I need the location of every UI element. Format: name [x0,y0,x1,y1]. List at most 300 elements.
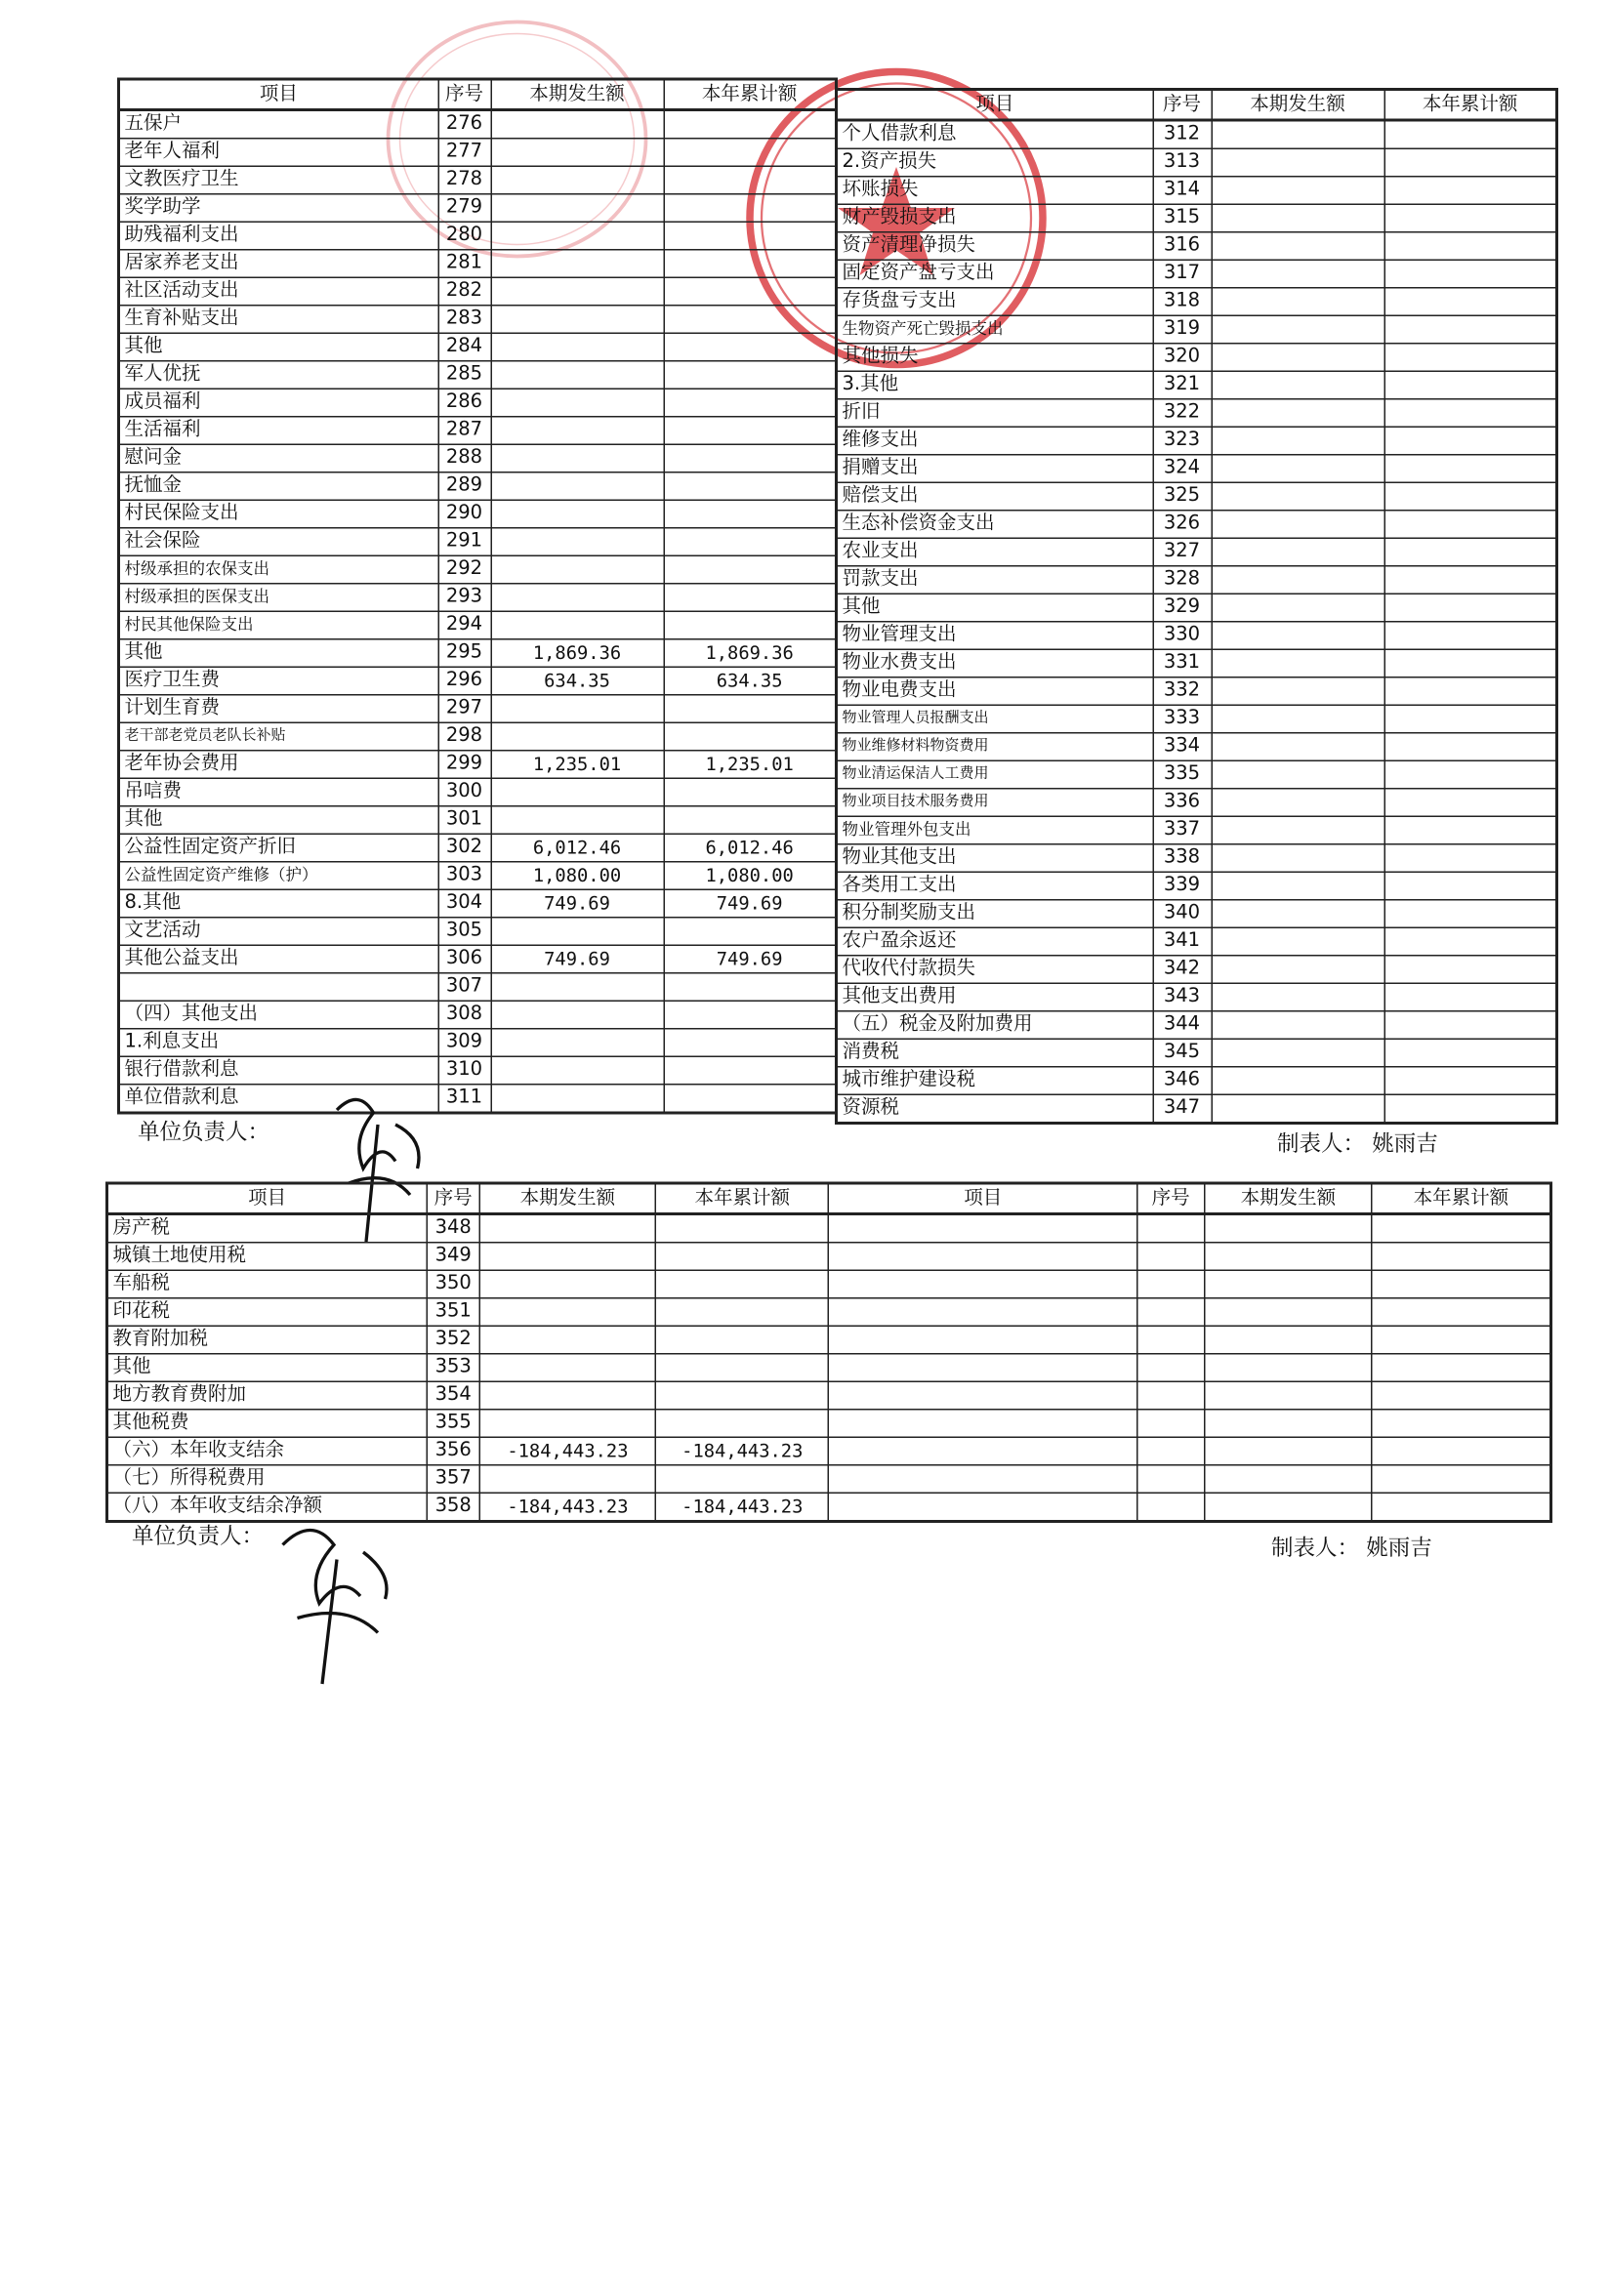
row-item: 其他支出费用 [837,983,1153,1011]
table-row [837,844,1557,873]
row-current-right [1205,1410,1372,1438]
table-row [837,872,1557,900]
row-ytd-amount [664,973,837,1002]
row-item: 车船税 [107,1270,428,1298]
row-current-amount [479,1354,655,1382]
table-row [837,1011,1557,1040]
row-ytd-right [1372,1381,1550,1410]
row-ytd-amount: -184,443.23 [656,1437,829,1465]
unit-head-label-2: 单位负责人： [132,1523,265,1549]
row-current-amount [479,1298,655,1327]
row-current-amount [491,1056,664,1085]
row-current-amount [1212,204,1384,232]
row-seq: 330 [1153,622,1212,650]
row-current-amount [1212,594,1384,622]
table-row [119,584,837,612]
preparer-label: 制表人： [1271,1535,1360,1561]
row-item: 地方教育费附加 [107,1381,428,1410]
row-item: 2.资产损失 [837,148,1153,177]
row-item: 其他 [119,806,438,835]
row-current-right [1205,1270,1372,1298]
row-seq: 316 [1153,232,1212,261]
row-item: 五保户 [119,110,438,139]
row-ytd-amount [1384,538,1557,566]
table-row [119,778,837,806]
row-ytd-amount [664,166,837,194]
row-item-right [829,1326,1137,1354]
row-item: 文教医疗卫生 [119,166,438,194]
table-row [837,427,1557,455]
row-ytd-amount [664,611,837,639]
table-row [837,927,1557,956]
row-ytd-amount [1384,649,1557,677]
row-current-amount [1212,260,1384,288]
row-item: 捐赠支出 [837,455,1153,483]
row-ytd-amount [1384,872,1557,900]
row-current-amount [1212,1039,1384,1067]
table-row [837,399,1557,428]
row-seq: 342 [1153,956,1212,984]
row-ytd-amount [1384,900,1557,928]
row-ytd-amount: 6,012.46 [664,834,837,862]
row-ytd-amount [664,1029,837,1057]
row-item: 村级承担的农保支出 [119,555,438,584]
row-seq: 290 [438,500,491,528]
row-seq: 351 [427,1298,479,1327]
row-current-amount [1212,927,1384,956]
row-ytd-amount [664,194,837,223]
row-item: 物业电费支出 [837,677,1153,706]
row-seq-right [1137,1214,1205,1243]
row-item: 积分制奖励支出 [837,900,1153,928]
row-item: （八）本年收支结余净额 [107,1493,428,1521]
row-current-amount [491,973,664,1002]
row-seq: 318 [1153,288,1212,316]
row-seq: 338 [1153,844,1212,873]
row-seq: 336 [1153,789,1212,817]
row-ytd-amount: -184,443.23 [656,1493,829,1521]
row-seq: 277 [438,139,491,167]
ledger-table-bottom [105,1182,1552,1524]
row-ytd-amount [664,139,837,167]
row-current-amount [491,333,664,361]
preparer-signature-1 [1277,1128,1438,1159]
row-current-amount [479,1326,655,1354]
row-current-amount [491,528,664,556]
row-seq: 335 [1153,760,1212,789]
row-seq: 292 [438,555,491,584]
row-ytd-amount [664,110,837,139]
row-seq: 346 [1153,1067,1212,1095]
header-item: 项目 [119,79,438,110]
row-item: 物业管理人员报酬支出 [837,705,1153,733]
row-seq: 286 [438,389,491,417]
row-seq: 340 [1153,900,1212,928]
row-seq: 305 [438,918,491,946]
row-ytd-amount [656,1326,829,1354]
table-row [119,1085,837,1113]
row-seq: 294 [438,611,491,639]
row-current-amount: -184,443.23 [479,1493,655,1521]
header-seq: 序号 [438,79,491,110]
row-seq-right [1137,1298,1205,1327]
row-item: 居家养老支出 [119,250,438,278]
row-item-right [829,1381,1137,1410]
row-current-amount [1212,649,1384,677]
row-current-amount [1212,177,1384,205]
row-seq: 329 [1153,594,1212,622]
table-row [837,288,1557,316]
row-ytd-right [1372,1410,1550,1438]
table-row [837,594,1557,622]
row-seq: 354 [427,1381,479,1410]
row-item: 维修支出 [837,427,1153,455]
table-row [119,834,837,862]
row-seq: 302 [438,834,491,862]
row-current-amount [491,417,664,445]
row-ytd-amount [1384,177,1557,205]
row-current-amount [1212,677,1384,706]
row-current-amount [1212,733,1384,761]
table-row [119,110,837,139]
row-current-amount [479,1465,655,1494]
table-row [107,1298,1551,1327]
row-seq: 287 [438,417,491,445]
row-current-amount [1212,148,1384,177]
row-current-amount: 634.35 [491,667,664,695]
row-item: 代收代付款损失 [837,956,1153,984]
row-seq-right [1137,1243,1205,1271]
row-seq: 301 [438,806,491,835]
row-ytd-amount [1384,705,1557,733]
row-current-amount [479,1381,655,1410]
header-item-right: 项目 [829,1183,1137,1214]
row-item: 公益性固定资产维修（护） [119,862,438,890]
row-seq: 343 [1153,983,1212,1011]
row-current-amount [1212,482,1384,511]
row-ytd-amount [656,1381,829,1410]
row-item-right [829,1410,1137,1438]
row-item: 老年协会费用 [119,751,438,779]
row-ytd-amount [656,1465,829,1494]
row-current-amount [1212,622,1384,650]
table-row [119,166,837,194]
row-ytd-amount [664,277,837,306]
row-seq: 297 [438,695,491,723]
row-seq: 304 [438,889,491,918]
row-current-amount [491,778,664,806]
table-row [837,177,1557,205]
row-item: 生物资产死亡毁损支出 [837,315,1153,344]
row-ytd-amount [664,250,837,278]
row-ytd-amount [664,722,837,751]
table-row [119,222,837,250]
row-seq: 293 [438,584,491,612]
row-seq: 345 [1153,1039,1212,1067]
row-seq-right [1137,1381,1205,1410]
row-seq: 296 [438,667,491,695]
row-item-right [829,1354,1137,1382]
row-current-right [1205,1381,1372,1410]
row-item: 资源税 [837,1094,1153,1123]
row-current-amount [1212,844,1384,873]
row-current-amount [491,1085,664,1113]
table-row [119,639,837,668]
row-current-amount [1212,816,1384,844]
table-row [837,566,1557,594]
row-current-amount [491,472,664,501]
row-seq: 334 [1153,733,1212,761]
row-ytd-right [1372,1243,1550,1271]
row-item: 村级承担的医保支出 [119,584,438,612]
table-row [107,1354,1551,1382]
row-ytd-amount [656,1243,829,1271]
header-ytd: 本年累计额 [664,79,837,110]
row-seq: 331 [1153,649,1212,677]
table-row [837,371,1557,399]
row-seq: 309 [438,1029,491,1057]
row-ytd-amount [664,222,837,250]
header-current-right: 本期发生额 [1205,1183,1372,1214]
row-current-amount [1212,455,1384,483]
table-row [119,555,837,584]
row-ytd-amount [1384,789,1557,817]
row-seq: 337 [1153,816,1212,844]
row-item: 折旧 [837,399,1153,428]
row-ytd-right [1372,1298,1550,1327]
row-seq: 319 [1153,315,1212,344]
row-seq: 310 [438,1056,491,1085]
row-ytd-amount: 1,235.01 [664,751,837,779]
row-item: 物业维修材料物资费用 [837,733,1153,761]
row-item: 其他损失 [837,344,1153,372]
row-ytd-amount [1384,983,1557,1011]
row-ytd-amount [1384,371,1557,399]
row-seq: 356 [427,1437,479,1465]
header-current: 本期发生额 [1212,90,1384,121]
table-row [119,695,837,723]
table-row [837,622,1557,650]
row-seq: 298 [438,722,491,751]
row-current-right [1205,1354,1372,1382]
row-ytd-amount [1384,232,1557,261]
row-ytd-amount [1384,816,1557,844]
row-seq: 291 [438,528,491,556]
row-current-amount [491,806,664,835]
row-ytd-amount [1384,594,1557,622]
row-current-amount [491,500,664,528]
row-current-amount [1212,983,1384,1011]
row-current-amount [1212,1067,1384,1095]
row-ytd-amount [1384,399,1557,428]
row-ytd-amount [664,918,837,946]
unit-head-label: 单位负责人： [138,1119,270,1145]
row-item: 老干部老党员老队长补贴 [119,722,438,751]
row-seq-right [1137,1270,1205,1298]
table-row [119,500,837,528]
row-seq: 313 [1153,148,1212,177]
row-ytd-amount [1384,956,1557,984]
handwritten-signature-2 [261,1508,407,1699]
row-current-amount [1212,760,1384,789]
row-ytd-amount [1384,260,1557,288]
row-current-amount [1212,120,1384,148]
row-item: 其他 [837,594,1153,622]
row-seq: 317 [1153,260,1212,288]
row-item: 生态补偿资金支出 [837,511,1153,539]
row-seq: 280 [438,222,491,250]
table-row [119,945,837,973]
row-item: 吊唁费 [119,778,438,806]
row-ytd-amount [1384,1011,1557,1040]
row-item: 财产毁损支出 [837,204,1153,232]
row-item: 抚恤金 [119,472,438,501]
row-ytd-amount [664,1085,837,1113]
table-row [837,705,1557,733]
row-seq: 350 [427,1270,479,1298]
row-current-amount [479,1243,655,1271]
row-current-right [1205,1298,1372,1327]
row-ytd-amount [1384,927,1557,956]
table-row [119,889,837,918]
row-ytd-amount [1384,455,1557,483]
row-ytd-right [1372,1214,1550,1243]
row-current-amount [491,695,664,723]
row-seq: 328 [1153,566,1212,594]
row-current-amount [1212,399,1384,428]
row-ytd-amount [664,695,837,723]
table-row [837,816,1557,844]
row-item: 物业清运保洁人工费用 [837,760,1153,789]
row-ytd-amount [1384,733,1557,761]
table-row [119,472,837,501]
row-ytd-amount [1384,148,1557,177]
table-row [119,806,837,835]
row-ytd-amount [664,500,837,528]
row-current-amount [491,918,664,946]
row-item: 其他 [107,1354,428,1382]
row-current-amount [1212,872,1384,900]
header-seq-right: 序号 [1137,1183,1205,1214]
row-current-amount [1212,566,1384,594]
row-current-amount [491,139,664,167]
row-item [119,973,438,1002]
row-ytd-amount [1384,288,1557,316]
preparer-label: 制表人： [1277,1130,1366,1157]
row-item: 军人优抚 [119,361,438,390]
row-item: 1.利息支出 [119,1029,438,1057]
row-current-right [1205,1214,1372,1243]
row-ytd-right [1372,1465,1550,1494]
table-row [837,120,1557,148]
row-current-amount [479,1214,655,1243]
table-row [119,751,837,779]
header-ytd-right: 本年累计额 [1372,1183,1550,1214]
row-ytd-amount [1384,760,1557,789]
row-item: 坏账损失 [837,177,1153,205]
row-item: 存货盘亏支出 [837,288,1153,316]
row-item: 农户盈余返还 [837,927,1153,956]
row-seq: 357 [427,1465,479,1494]
row-ytd-amount: 749.69 [664,889,837,918]
row-seq-right [1137,1493,1205,1521]
row-current-amount [479,1270,655,1298]
row-ytd-right [1372,1270,1550,1298]
row-current-amount [1212,371,1384,399]
row-current-amount [1212,344,1384,372]
row-current-amount [491,722,664,751]
table-row [837,315,1557,344]
row-item: 物业管理支出 [837,622,1153,650]
row-seq: 295 [438,639,491,668]
table-row [119,306,837,334]
table-row [837,760,1557,789]
row-item: 3.其他 [837,371,1153,399]
table-row [107,1410,1551,1438]
row-seq: 276 [438,110,491,139]
table-row [837,733,1557,761]
row-item: 其他 [119,639,438,668]
row-seq: 339 [1153,872,1212,900]
row-item-right [829,1270,1137,1298]
header-current: 本期发生额 [479,1183,655,1214]
table-row [119,1056,837,1085]
table-row [119,528,837,556]
table-row [837,789,1557,817]
row-item: 慰问金 [119,444,438,472]
row-item-right [829,1214,1137,1243]
row-ytd-amount [1384,1039,1557,1067]
row-current-amount [1212,315,1384,344]
table-row [107,1270,1551,1298]
row-current-amount [491,361,664,390]
header-seq: 序号 [1153,90,1212,121]
row-ytd-amount [664,389,837,417]
row-seq: 320 [1153,344,1212,372]
table-row [107,1243,1551,1271]
row-ytd-amount: 749.69 [664,945,837,973]
row-seq: 308 [438,1001,491,1029]
header-item: 项目 [837,90,1153,121]
row-seq: 311 [438,1085,491,1113]
preparer-name: 姚雨吉 [1366,1535,1432,1561]
table-row [119,277,837,306]
table-row [837,983,1557,1011]
row-ytd-amount [1384,1094,1557,1123]
row-seq: 279 [438,194,491,223]
row-ytd-amount [664,361,837,390]
row-seq: 324 [1153,455,1212,483]
row-current-amount [491,444,664,472]
row-ytd-amount [1384,315,1557,344]
row-item: 银行借款利息 [119,1056,438,1085]
row-seq-right [1137,1465,1205,1494]
table-row [837,204,1557,232]
table-row [119,667,837,695]
row-current-amount: 749.69 [491,945,664,973]
table-row [837,511,1557,539]
row-seq: 347 [1153,1094,1212,1123]
row-seq: 325 [1153,482,1212,511]
row-item: 计划生育费 [119,695,438,723]
row-current-right [1205,1465,1372,1494]
row-current-amount [1212,1011,1384,1040]
row-seq: 312 [1153,120,1212,148]
row-item: 村民保险支出 [119,500,438,528]
row-current-amount [491,1001,664,1029]
row-current-amount [491,1029,664,1057]
row-seq: 352 [427,1326,479,1354]
